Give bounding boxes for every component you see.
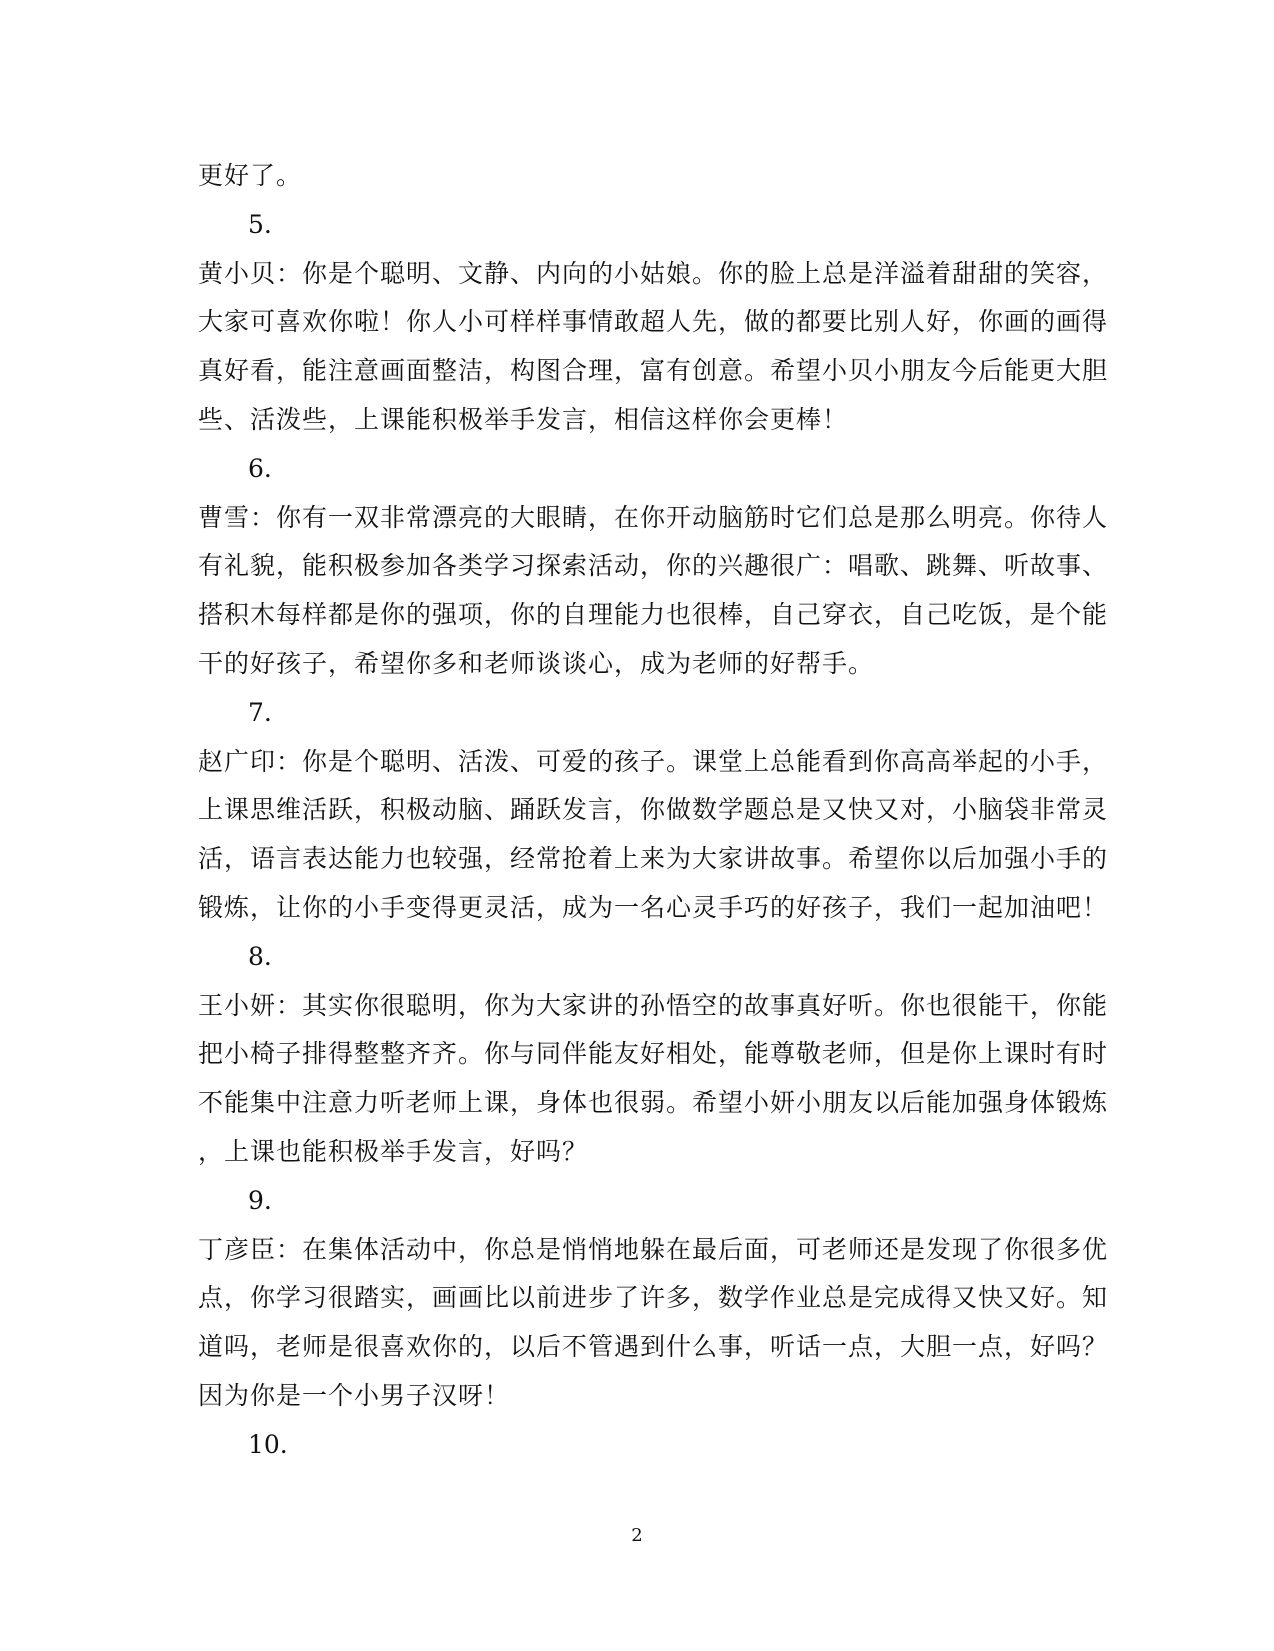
text-line: 搭积木每样都是你的强项，你的自理能力也很棒，自己穿衣，自己吃饭，是个能 (198, 600, 1109, 630)
text-line: 把小椅子排得整整齐齐。你与同伴能友好相处，能尊敬老师，但是你上课时有时 (198, 1039, 1109, 1069)
document-body (198, 152, 1109, 1470)
text-line: ，上课也能积极举手发言，好吗？ (198, 1136, 589, 1166)
item-number: 7. (248, 697, 272, 727)
item-number: 9. (248, 1185, 272, 1215)
text-line: 道吗，老师是很喜欢你的，以后不管遇到什么事，听话一点，大胆一点，好吗？ (198, 1332, 1109, 1362)
text-line: 曹雪：你有一双非常漂亮的大眼睛，在你开动脑筋时它们总是那么明亮。你待人 (198, 502, 1109, 532)
page-number: 2 (631, 1525, 643, 1546)
item-number: 6. (248, 453, 272, 483)
text-line: 活，语言表达能力也较强，经常抢着上来为大家讲故事。希望你以后加强小手的 (198, 844, 1109, 874)
text-line: 锻炼，让你的小手变得更灵活，成为一名心灵手巧的好孩子，我们一起加油吧！ (198, 892, 1109, 922)
text-line: 更好了。 (198, 161, 303, 190)
item-number: 8. (248, 941, 272, 971)
text-line: 点，你学习很踏实，画画比以前进步了许多，数学作业总是完成得又快又好。知 (198, 1283, 1109, 1313)
text-line: 黄小贝：你是个聪明、文静、内向的小姑娘。你的脸上总是洋溢着甜甜的笑容， (198, 258, 1109, 288)
text-line: 些、活泼些，上课能积极举手发言，相信这样你会更棒！ (198, 404, 849, 434)
text-line: 干的好孩子，希望你多和老师谈谈心，成为老师的好帮手。 (198, 648, 875, 678)
text-line: 因为你是一个小男子汉呀！ (198, 1380, 511, 1410)
text-line: 王小妍：其实你很聪明，你为大家讲的孙悟空的故事真好听。你也很能干，你能 (198, 990, 1109, 1020)
text-line: 赵广印：你是个聪明、活泼、可爱的孩子。课堂上总能看到你高高举起的小手， (198, 746, 1109, 776)
item-number: 5. (248, 209, 272, 239)
text-line: 有礼貌，能积极参加各类学习探索活动，你的兴趣很广：唱歌、跳舞、听故事、 (198, 551, 1109, 581)
text-line: 大家可喜欢你啦！你人小可样样事情敢超人先，做的都要比别人好，你画的画得 (198, 307, 1109, 337)
item-number: 10. (248, 1429, 288, 1459)
text-line: 上课思维活跃，积极动脑、踊跃发言，你做数学题总是又快又对，小脑袋非常灵 (198, 795, 1109, 825)
text-line: 真好看，能注意画面整洁，构图合理，富有创意。希望小贝小朋友今后能更大胆 (198, 356, 1109, 386)
text-line: 不能集中注意力听老师上课，身体也很弱。希望小妍小朋友以后能加强身体锻炼 (198, 1088, 1109, 1118)
text-line: 丁彦臣：在集体活动中，你总是悄悄地躲在最后面，可老师还是发现了你很多优 (198, 1234, 1109, 1264)
